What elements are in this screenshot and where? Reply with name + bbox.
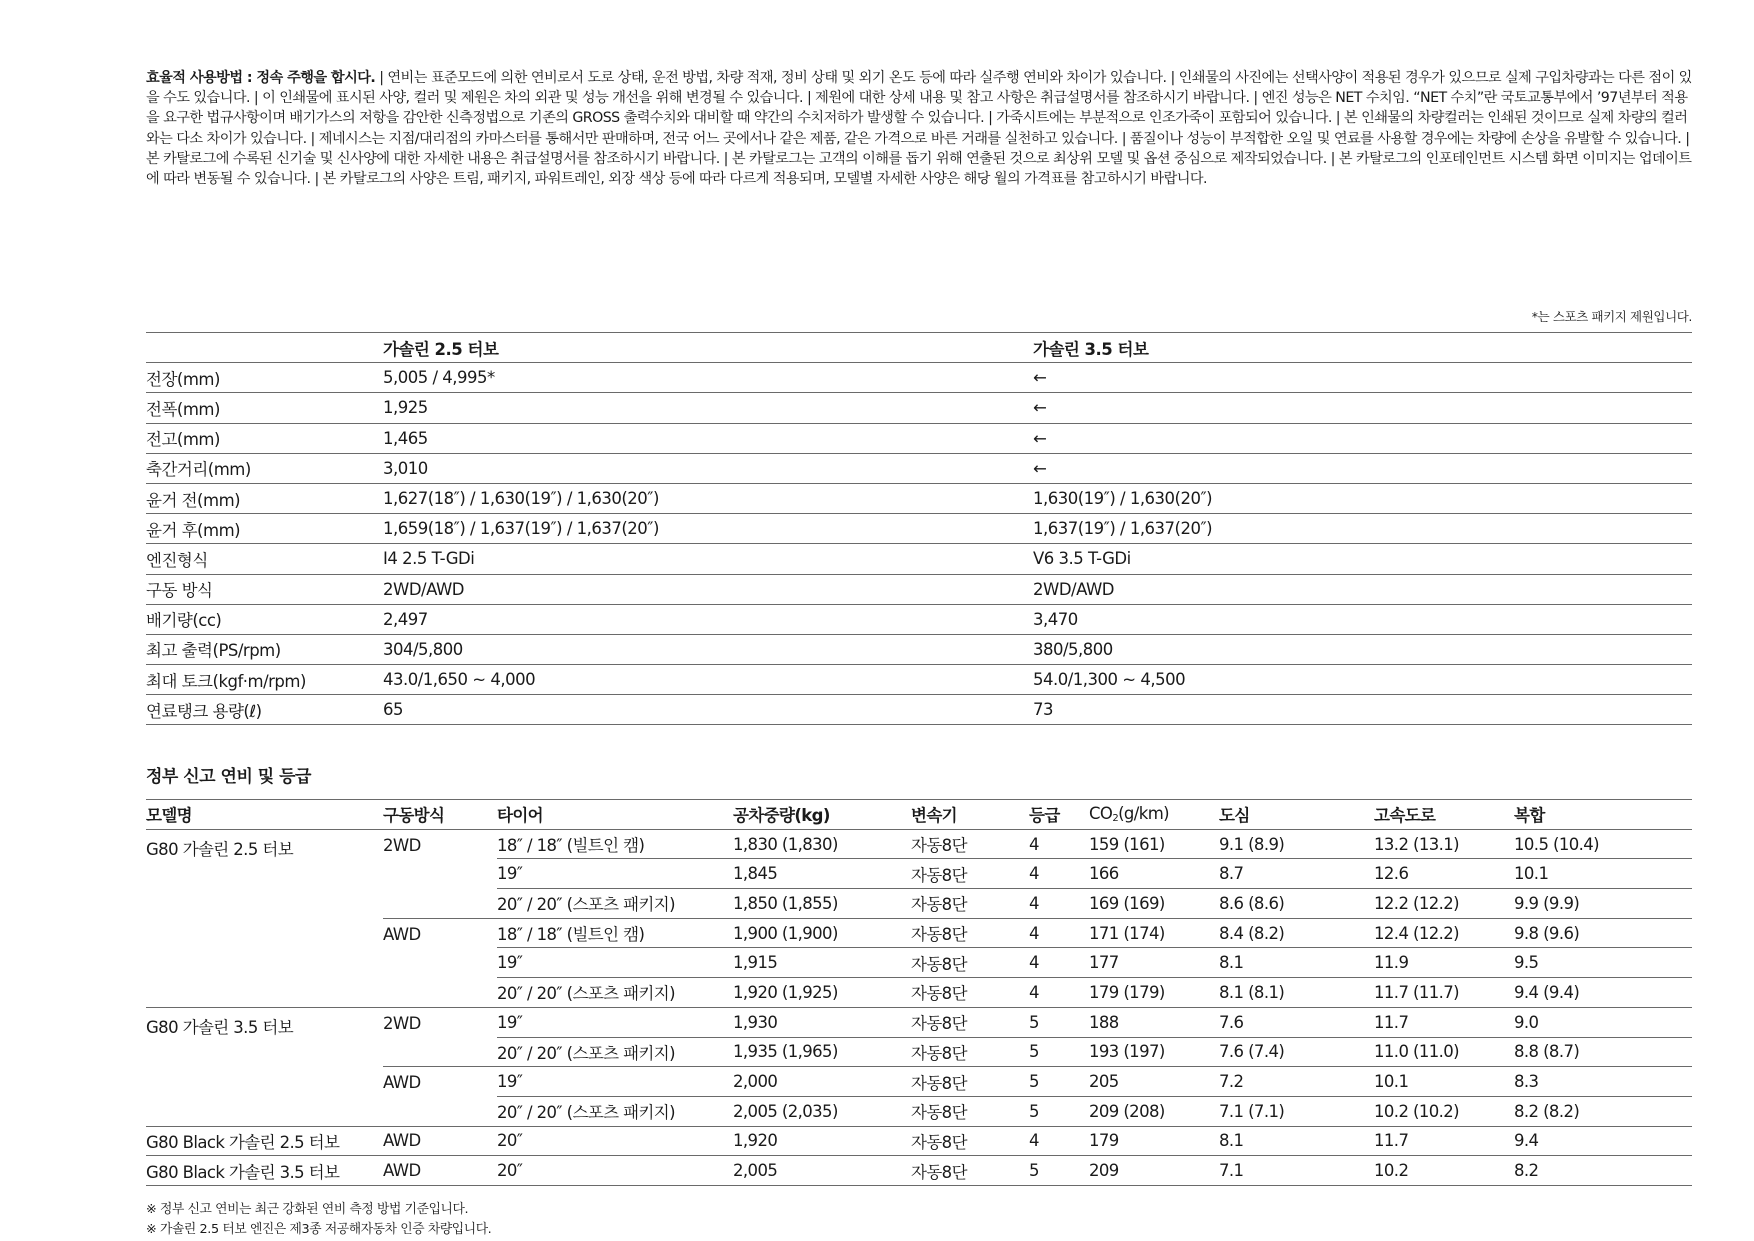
weight-cell: 1,930 bbox=[733, 1007, 911, 1037]
city-cell: 9.1 (8.9) bbox=[1219, 829, 1374, 859]
model-name: G80 Black 가솔린 2.5 터보 bbox=[146, 1126, 383, 1156]
weight-cell: 1,830 (1,830) bbox=[733, 829, 911, 859]
weight-cell: 1,935 (1,965) bbox=[733, 1037, 911, 1067]
combined-cell: 9.4 (9.4) bbox=[1514, 978, 1692, 1008]
spec-label: 구동 방식 bbox=[146, 574, 383, 604]
spec-value-2-5: 5,005 / 4,995* bbox=[383, 363, 1033, 393]
spec-value-2-5: 65 bbox=[383, 695, 1033, 725]
highway-cell: 13.2 (13.1) bbox=[1374, 829, 1514, 859]
spec-value-3-5: ← bbox=[1033, 363, 1692, 393]
model-name: G80 Black 가솔린 3.5 터보 bbox=[146, 1156, 383, 1186]
co2-cell: 166 bbox=[1089, 859, 1219, 889]
spec-value-3-5: 1,637(19″) / 1,637(20″) bbox=[1033, 514, 1692, 544]
tire-cell: 19″ bbox=[497, 948, 733, 978]
model-name: G80 가솔린 3.5 터보 bbox=[146, 1007, 383, 1126]
co2-cell: 188 bbox=[1089, 1007, 1219, 1037]
fuel-header-row bbox=[146, 800, 1692, 830]
spec-value-3-5: 380/5,800 bbox=[1033, 634, 1692, 664]
trans-cell: 자동8단 bbox=[911, 889, 1029, 919]
spec-table bbox=[146, 332, 1692, 725]
grade-cell: 4 bbox=[1029, 1126, 1089, 1156]
footnote: ※ 정부 신고 연비는 최근 강화된 연비 측정 방법 기준입니다. bbox=[146, 1202, 469, 1217]
combined-cell: 9.5 bbox=[1514, 948, 1692, 978]
drive-type: AWD bbox=[383, 1067, 497, 1126]
weight-cell: 1,915 bbox=[733, 948, 911, 978]
spec-value-3-5: 1,630(19″) / 1,630(20″) bbox=[1033, 483, 1692, 513]
tire-cell: 20″ / 20″ (스포츠 패키지) bbox=[497, 978, 733, 1008]
co2-cell: 193 (197) bbox=[1089, 1037, 1219, 1067]
spec-row bbox=[146, 514, 1692, 544]
table-row bbox=[146, 1156, 1692, 1186]
city-cell: 8.7 bbox=[1219, 859, 1374, 889]
footnotes bbox=[146, 1200, 491, 1240]
spec-row bbox=[146, 634, 1692, 664]
weight-cell: 1,920 bbox=[733, 1126, 911, 1156]
grade-cell: 5 bbox=[1029, 1007, 1089, 1037]
drive-type: 2WD bbox=[383, 829, 497, 918]
tire-cell: 20″ / 20″ (스포츠 패키지) bbox=[497, 1037, 733, 1067]
co2-cell: 159 (161) bbox=[1089, 829, 1219, 859]
footnote: ※ 가솔린 2.5 터보 엔진은 제3종 저공해자동차 인증 차량입니다. bbox=[146, 1222, 492, 1237]
spec-value-3-5: ← bbox=[1033, 453, 1692, 483]
usage-notice-body: | 연비는 표준모드에 의한 연비로서 도로 상태, 운전 방법, 차량 적재, 정비 상태 및 외기 온도 등에 따라 실주행 연비와 차이가 있습니다. | 인쇄물의 사진에는 선택사양이 적용된 경우가 있으므로 실제 구입차량과는 다른 점이 있을 수도 있습니다. | 이 인쇄물에 표시된 사양, 컬러 및 제원은 차의 외관 및 성능 개선을 위해 변경될 수 있습니다. | 제원에 대한 상세 내용 및 참고 사항은 취급설명서를 참조하시기 바랍니다. | 엔진 성능은 NET 수치임. “NET 수치”란 국토교통부에서 ’97년부터 적용을 요구한 법규사항이며 배기가스의 저항을 감안한 신측정법으로 기존의 GROSS 출력수치와 대비할 때 약간의 수치저하가 발생할 수 있습니다. | 가죽시트에는 부분적으로 인조가죽이 포함되어 있습니다. | 본 인쇄물의 차량컬러는 인쇄된 것이므로 실제 차량의 컬러와는 다소 차이가 있습니다. | 제네시스는 지점/대리점의 카마스터를 통해서만 판매하며, 전국 어느 곳에서나 같은 제품, 같은 가격으로 바른 거래를 실천하고 있습니다. | 품질이나 성능이 부적합한 오일 및 연료를 사용할 경우에는 차량에 손상을 유발할 수 있습니다. | 본 카탈로그에 수록된 신기술 및 신사양에 대한 자세한 내용은 취급설명서를 참조하시기 바랍니다. | 본 카탈로그는 고객의 이해를 돕기 위해 연출된 것으로 최상위 모델 및 옵션 중심으로 제작되었습니다. | 본 카탈로그의 인포테인먼트 시스템 화면 이미지는 업데이트에 따라 변동될 수 있습니다. | 본 카탈로그의 사양은 트림, 패키지, 파워트레인, 외장 색상 등에 따라 다르게 적용되며, 모델별 자세한 사양은 해당 월의 가격표를 참고하시기 바랍니다. bbox=[146, 70, 1692, 188]
combined-cell: 9.9 (9.9) bbox=[1514, 889, 1692, 919]
spec-row bbox=[146, 665, 1692, 695]
grade-cell: 5 bbox=[1029, 1067, 1089, 1097]
tire-cell: 20″ bbox=[497, 1126, 733, 1156]
weight-cell: 1,920 (1,925) bbox=[733, 978, 911, 1008]
co2-cell: 177 bbox=[1089, 948, 1219, 978]
model-name: G80 가솔린 2.5 터보 bbox=[146, 829, 383, 1007]
combined-cell: 9.4 bbox=[1514, 1126, 1692, 1156]
spec-value-3-5: ← bbox=[1033, 423, 1692, 453]
trans-cell: 자동8단 bbox=[911, 978, 1029, 1008]
spec-value-2-5: 2,497 bbox=[383, 604, 1033, 634]
spec-row bbox=[146, 695, 1692, 725]
tire-cell: 19″ bbox=[497, 859, 733, 889]
spec-value-3-5: ← bbox=[1033, 393, 1692, 423]
spec-label: 윤거 전(mm) bbox=[146, 483, 383, 513]
spec-row bbox=[146, 574, 1692, 604]
grade-cell: 4 bbox=[1029, 859, 1089, 889]
spec-value-2-5: 1,925 bbox=[383, 393, 1033, 423]
usage-notice-lead: 효율적 사용방법 : 정속 주행을 합시다. bbox=[146, 70, 376, 86]
grade-cell: 4 bbox=[1029, 978, 1089, 1008]
spec-label: 연료탱크 용량(ℓ) bbox=[146, 695, 383, 725]
catalog-spec-page bbox=[146, 68, 1692, 1237]
grade-cell: 5 bbox=[1029, 1037, 1089, 1067]
weight-cell: 2,005 (2,035) bbox=[733, 1096, 911, 1126]
combined-cell: 8.2 bbox=[1514, 1156, 1692, 1186]
spec-label: 축간거리(mm) bbox=[146, 453, 383, 483]
co2-cell: 205 bbox=[1089, 1067, 1219, 1097]
spec-row bbox=[146, 363, 1692, 393]
trans-cell: 자동8단 bbox=[911, 948, 1029, 978]
spec-label: 전고(mm) bbox=[146, 423, 383, 453]
fuel-economy-title: 정부 신고 연비 및 등급 bbox=[146, 767, 311, 787]
city-cell: 8.1 bbox=[1219, 948, 1374, 978]
spec-value-3-5: 73 bbox=[1033, 695, 1692, 725]
spec-value-2-5: 1,627(18″) / 1,630(19″) / 1,630(20″) bbox=[383, 483, 1033, 513]
col-co2 bbox=[1089, 800, 1219, 830]
tire-cell: 18″ / 18″ (빌트인 캠) bbox=[497, 918, 733, 948]
trans-cell: 자동8단 bbox=[911, 1096, 1029, 1126]
combined-cell: 8.2 (8.2) bbox=[1514, 1096, 1692, 1126]
spec-value-3-5: V6 3.5 T-GDi bbox=[1033, 544, 1692, 574]
co2-label: CO bbox=[1089, 804, 1113, 824]
spec-header-3-5-turbo: 가솔린 3.5 터보 bbox=[1033, 333, 1692, 363]
spec-row bbox=[146, 393, 1692, 423]
highway-cell: 11.7 bbox=[1374, 1007, 1514, 1037]
highway-cell: 10.2 (10.2) bbox=[1374, 1096, 1514, 1126]
col-highway: 고속도로 bbox=[1374, 800, 1514, 830]
spec-row bbox=[146, 544, 1692, 574]
grade-cell: 5 bbox=[1029, 1096, 1089, 1126]
grade-cell: 4 bbox=[1029, 918, 1089, 948]
weight-cell: 1,900 (1,900) bbox=[733, 918, 911, 948]
highway-cell: 11.7 bbox=[1374, 1126, 1514, 1156]
col-combined: 복합 bbox=[1514, 800, 1692, 830]
co2-cell: 179 bbox=[1089, 1126, 1219, 1156]
table-row bbox=[146, 1126, 1692, 1156]
weight-cell: 1,845 bbox=[733, 859, 911, 889]
highway-cell: 12.6 bbox=[1374, 859, 1514, 889]
col-transmission: 변속기 bbox=[911, 800, 1029, 830]
city-cell: 7.6 bbox=[1219, 1007, 1374, 1037]
combined-cell: 10.5 (10.4) bbox=[1514, 829, 1692, 859]
spec-header-blank bbox=[146, 333, 383, 363]
drive-type: AWD bbox=[383, 1126, 497, 1156]
spec-value-3-5: 2WD/AWD bbox=[1033, 574, 1692, 604]
grade-cell: 4 bbox=[1029, 889, 1089, 919]
spec-label: 엔진형식 bbox=[146, 544, 383, 574]
highway-cell: 12.4 (12.2) bbox=[1374, 918, 1514, 948]
grade-cell: 4 bbox=[1029, 948, 1089, 978]
spec-value-2-5: 1,659(18″) / 1,637(19″) / 1,637(20″) bbox=[383, 514, 1033, 544]
combined-cell: 8.3 bbox=[1514, 1067, 1692, 1097]
weight-cell: 2,005 bbox=[733, 1156, 911, 1186]
spec-value-2-5: 3,010 bbox=[383, 453, 1033, 483]
trans-cell: 자동8단 bbox=[911, 1126, 1029, 1156]
sports-package-note: *는 스포츠 패키지 제원입니다. bbox=[1531, 309, 1692, 324]
spec-value-3-5: 3,470 bbox=[1033, 604, 1692, 634]
trans-cell: 자동8단 bbox=[911, 1067, 1029, 1097]
col-model: 모델명 bbox=[146, 800, 383, 830]
co2-cell: 171 (174) bbox=[1089, 918, 1219, 948]
spec-value-2-5: 2WD/AWD bbox=[383, 574, 1033, 604]
weight-cell: 2,000 bbox=[733, 1067, 911, 1097]
trans-cell: 자동8단 bbox=[911, 859, 1029, 889]
co2-subscript: 2 bbox=[1112, 813, 1119, 825]
spec-header-2-5-turbo: 가솔린 2.5 터보 bbox=[383, 333, 1033, 363]
highway-cell: 10.1 bbox=[1374, 1067, 1514, 1097]
table-row bbox=[146, 1007, 1692, 1037]
trans-cell: 자동8단 bbox=[911, 918, 1029, 948]
trans-cell: 자동8단 bbox=[911, 1037, 1029, 1067]
spec-row bbox=[146, 483, 1692, 513]
co2-cell: 209 (208) bbox=[1089, 1096, 1219, 1126]
city-cell: 8.6 (8.6) bbox=[1219, 889, 1374, 919]
col-city: 도심 bbox=[1219, 800, 1374, 830]
grade-cell: 5 bbox=[1029, 1156, 1089, 1186]
city-cell: 7.6 (7.4) bbox=[1219, 1037, 1374, 1067]
usage-notice bbox=[146, 68, 1692, 189]
co2-unit: (g/km) bbox=[1118, 804, 1170, 824]
spec-header-row bbox=[146, 333, 1692, 363]
tire-cell: 20″ bbox=[497, 1156, 733, 1186]
drive-type: AWD bbox=[383, 918, 497, 1007]
spec-row bbox=[146, 423, 1692, 453]
tire-cell: 19″ bbox=[497, 1067, 733, 1097]
spec-value-2-5: 43.0/1,650 ~ 4,000 bbox=[383, 665, 1033, 695]
fuel-economy-table bbox=[146, 799, 1692, 1186]
spec-label: 배기량(cc) bbox=[146, 604, 383, 634]
spec-row bbox=[146, 604, 1692, 634]
spec-value-2-5: 304/5,800 bbox=[383, 634, 1033, 664]
spec-label: 윤거 후(mm) bbox=[146, 514, 383, 544]
city-cell: 8.4 (8.2) bbox=[1219, 918, 1374, 948]
city-cell: 8.1 (8.1) bbox=[1219, 978, 1374, 1008]
city-cell: 7.1 bbox=[1219, 1156, 1374, 1186]
trans-cell: 자동8단 bbox=[911, 829, 1029, 859]
trans-cell: 자동8단 bbox=[911, 1156, 1029, 1186]
highway-cell: 12.2 (12.2) bbox=[1374, 889, 1514, 919]
col-tire: 타이어 bbox=[497, 800, 733, 830]
drive-type: AWD bbox=[383, 1156, 497, 1186]
combined-cell: 8.8 (8.7) bbox=[1514, 1037, 1692, 1067]
city-cell: 7.2 bbox=[1219, 1067, 1374, 1097]
combined-cell: 9.8 (9.6) bbox=[1514, 918, 1692, 948]
tire-cell: 19″ bbox=[497, 1007, 733, 1037]
col-drive: 구동방식 bbox=[383, 800, 497, 830]
tire-cell: 20″ / 20″ (스포츠 패키지) bbox=[497, 1096, 733, 1126]
co2-cell: 169 (169) bbox=[1089, 889, 1219, 919]
col-weight: 공차중량(kg) bbox=[733, 800, 911, 830]
highway-cell: 11.7 (11.7) bbox=[1374, 978, 1514, 1008]
tire-cell: 20″ / 20″ (스포츠 패키지) bbox=[497, 889, 733, 919]
col-grade: 등급 bbox=[1029, 800, 1089, 830]
spec-label: 최고 출력(PS/rpm) bbox=[146, 634, 383, 664]
tire-cell: 18″ / 18″ (빌트인 캠) bbox=[497, 829, 733, 859]
city-cell: 7.1 (7.1) bbox=[1219, 1096, 1374, 1126]
drive-type: 2WD bbox=[383, 1007, 497, 1066]
weight-cell: 1,850 (1,855) bbox=[733, 889, 911, 919]
combined-cell: 9.0 bbox=[1514, 1007, 1692, 1037]
spec-row bbox=[146, 453, 1692, 483]
combined-cell: 10.1 bbox=[1514, 859, 1692, 889]
spec-label: 전폭(mm) bbox=[146, 393, 383, 423]
city-cell: 8.1 bbox=[1219, 1126, 1374, 1156]
grade-cell: 4 bbox=[1029, 829, 1089, 859]
spec-value-2-5: 1,465 bbox=[383, 423, 1033, 453]
co2-cell: 179 (179) bbox=[1089, 978, 1219, 1008]
co2-cell: 209 bbox=[1089, 1156, 1219, 1186]
spec-value-3-5: 54.0/1,300 ~ 4,500 bbox=[1033, 665, 1692, 695]
table-row bbox=[146, 829, 1692, 859]
spec-label: 전장(mm) bbox=[146, 363, 383, 393]
highway-cell: 11.9 bbox=[1374, 948, 1514, 978]
spec-value-2-5: I4 2.5 T-GDi bbox=[383, 544, 1033, 574]
trans-cell: 자동8단 bbox=[911, 1007, 1029, 1037]
highway-cell: 10.2 bbox=[1374, 1156, 1514, 1186]
highway-cell: 11.0 (11.0) bbox=[1374, 1037, 1514, 1067]
spec-label: 최대 토크(kgf·m/rpm) bbox=[146, 665, 383, 695]
